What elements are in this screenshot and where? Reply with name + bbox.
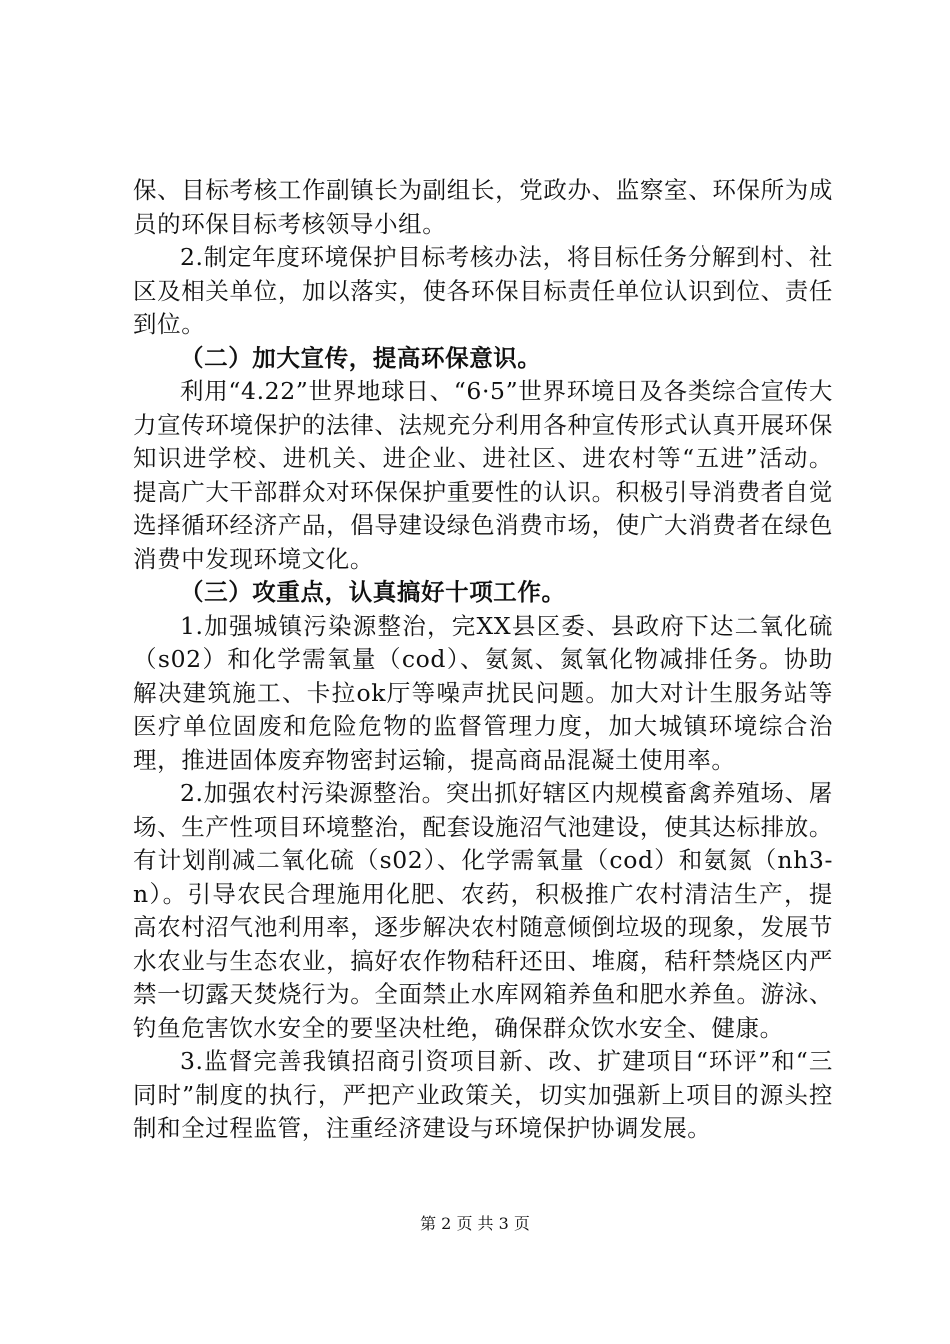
paragraph-rural-pollution: 2.加强农村污染源整治。突出抓好辖区内规模畜禽养殖场、屠场、生产性项目环境整治，配套设施沼气池建设，使其达标排放。有计划削减二氧化硫（s02）、化学需氧量（cod）和氨氮（nh3-n）。引导农民合理施用化肥、农药，积极推广农村清洁生产，提高农村沼气池利用率，逐步解决农村随意倾倒垃圾的现象，发展节水农业与生态农业，搞好农作物秸秆还田、堆腐，秸秆禁烧区内严禁一切露天焚烧行为。全面禁止水库网箱养鱼和肥水养鱼。游泳、钓鱼危害饮水安全的要坚决杜绝，确保群众饮水安全、健康。 — [133, 779, 833, 1042]
section-heading-3: （三）攻重点，认真搞好十项工作。 — [180, 578, 566, 606]
paragraph-publicity: 利用“4.22”世界地球日、“6·5”世界环境日及各类综合宣传大力宣传环境保护的法律、法规充分利用各种宣传形式认真开展环保知识进学校、进机关、进企业、进社区、进农村等“五进”活动。提高广大干部群众对环保保护重要性的认识。积极引导消费者自觉选择循环经济产品，倡导建设绿色消费市场，使广大消费者在绿色消费中发现环境文化。 — [133, 377, 833, 573]
paragraph-continuation: 保、目标考核工作副镇长为副组长，党政办、监察室、环保所为成员的环保目标考核领导小组。 — [133, 176, 833, 238]
paragraph-supervision: 3.监督完善我镇招商引资项目新、改、扩建项目“环评”和“三同时”制度的执行，严把产业政策关，切实加强新上项目的源头控制和全过程监管，注重经济建设与环境保护协调发展。 — [133, 1047, 833, 1142]
paragraph-urban-pollution: 1.加强城镇污染源整治，完XX县区委、县政府下达二氧化硫（s02）和化学需氧量（cod）、氨氮、氮氧化物减排任务。协助解决建筑施工、卡拉ok厅等噪声扰民问题。加大对计生服务站等医疗单位固废和危险危物的监督管理力度，加大城镇环境综合治理，推进固体废弃物密封运输，提高商品混凝土使用率。 — [133, 611, 833, 774]
paragraph-item-2: 2.制定年度环境保护目标考核办法，将目标任务分解到村、社区及相关单位，加以落实，使各环保目标责任单位认识到位、责任到位。 — [133, 243, 833, 338]
page-number: 第 2 页 共 3 页 — [420, 1214, 530, 1233]
section-heading-2: （二）加大宣传，提高环保意识。 — [180, 343, 542, 372]
document-body — [133, 174, 833, 1146]
